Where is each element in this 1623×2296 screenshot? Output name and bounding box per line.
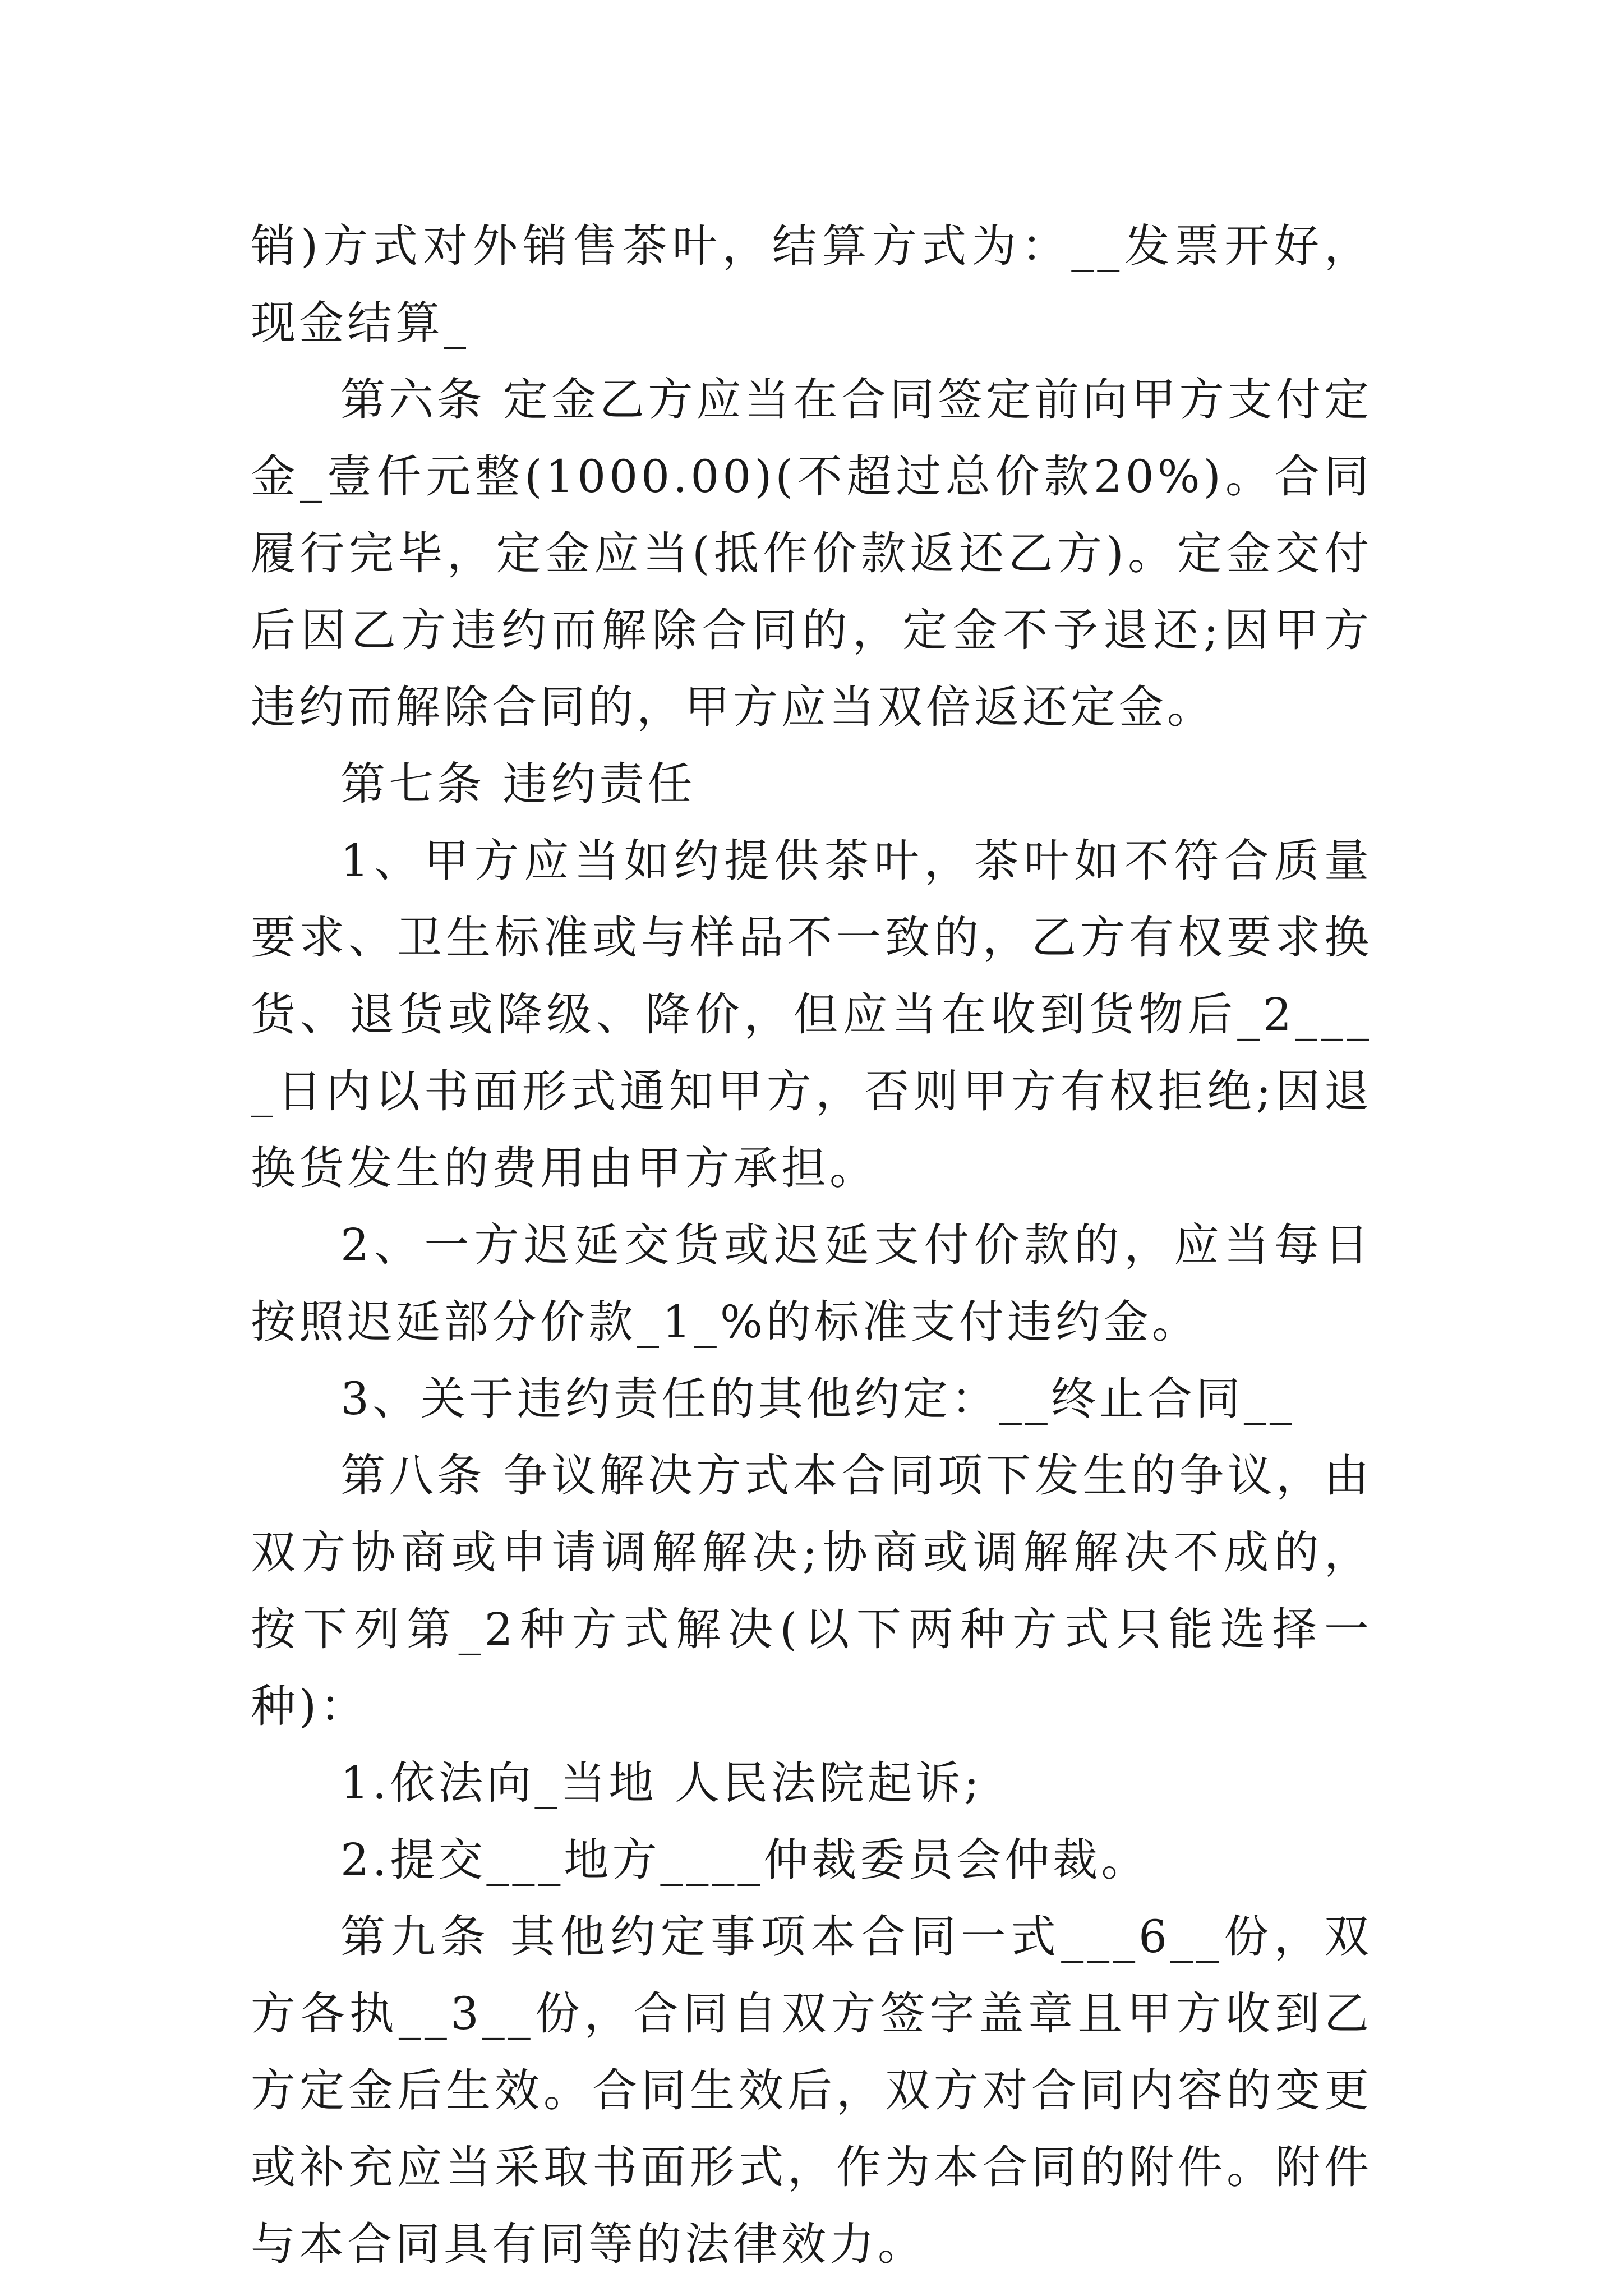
document-body [251, 208, 1372, 2283]
paragraph-article-8-option-2: 2.提交___地方____仲裁委员会仲裁。 [340, 1834, 1150, 1886]
paragraph-article-8-dispute: 第八条 争议解决方式本合同项下发生的争议，由双方协商或申请调解解决;协商或调解解决不成的，按下列第_2种方式解决(以下两种方式只能选择一种)： [251, 1450, 1372, 1732]
paragraph-settlement-method: 销)方式对外销售茶叶，结算方式为：__发票开好，现金结算_ [251, 220, 1372, 349]
paragraph-article-7-item-1: 1、甲方应当如约提供茶叶，茶叶如不符合质量要求、卫生标准或与样品不一致的，乙方有权要求换货、退货或降级、降价，但应当在收到货物后_2____日内以书面形式通知甲方，否则甲方有权拒绝;因退换货发生的费用由甲方承担。 [251, 835, 1372, 1194]
paragraph-article-7-item-3: 3、关于违约责任的其他约定：__终止合同__ [340, 1373, 1295, 1425]
paragraph-article-9-other: 第九条 其他约定事项本合同一式___6__份，双方各执__3__份，合同自双方签字盖章且甲方收到乙方定金后生效。合同生效后，双方对合同内容的变更或补充应当采取书面形式，作为本合同的附件。附件与本合同具有同等的法律效力。 [251, 1911, 1372, 2270]
paragraph-article-8-option-1: 1.依法向_当地 人民法院起诉; [340, 1757, 983, 1809]
paragraph-article-7-item-2: 2、一方迟延交货或迟延支付价款的，应当每日按照迟延部分价款_1_%的标准支付违约金。 [251, 1219, 1372, 1348]
paragraph-article-7-heading: 第七条 违约责任 [340, 758, 696, 810]
paragraph-article-6-deposit: 第六条 定金乙方应当在合同签定前向甲方支付定金_壹仟元整(1000.00)(不超过总价款20%)。合同履行完毕，定金应当(抵作价款返还乙方)。定金交付后因乙方违约而解除合同的，定金不予退还;因甲方违约而解除合同的，甲方应当双倍返还定金。 [251, 374, 1372, 733]
